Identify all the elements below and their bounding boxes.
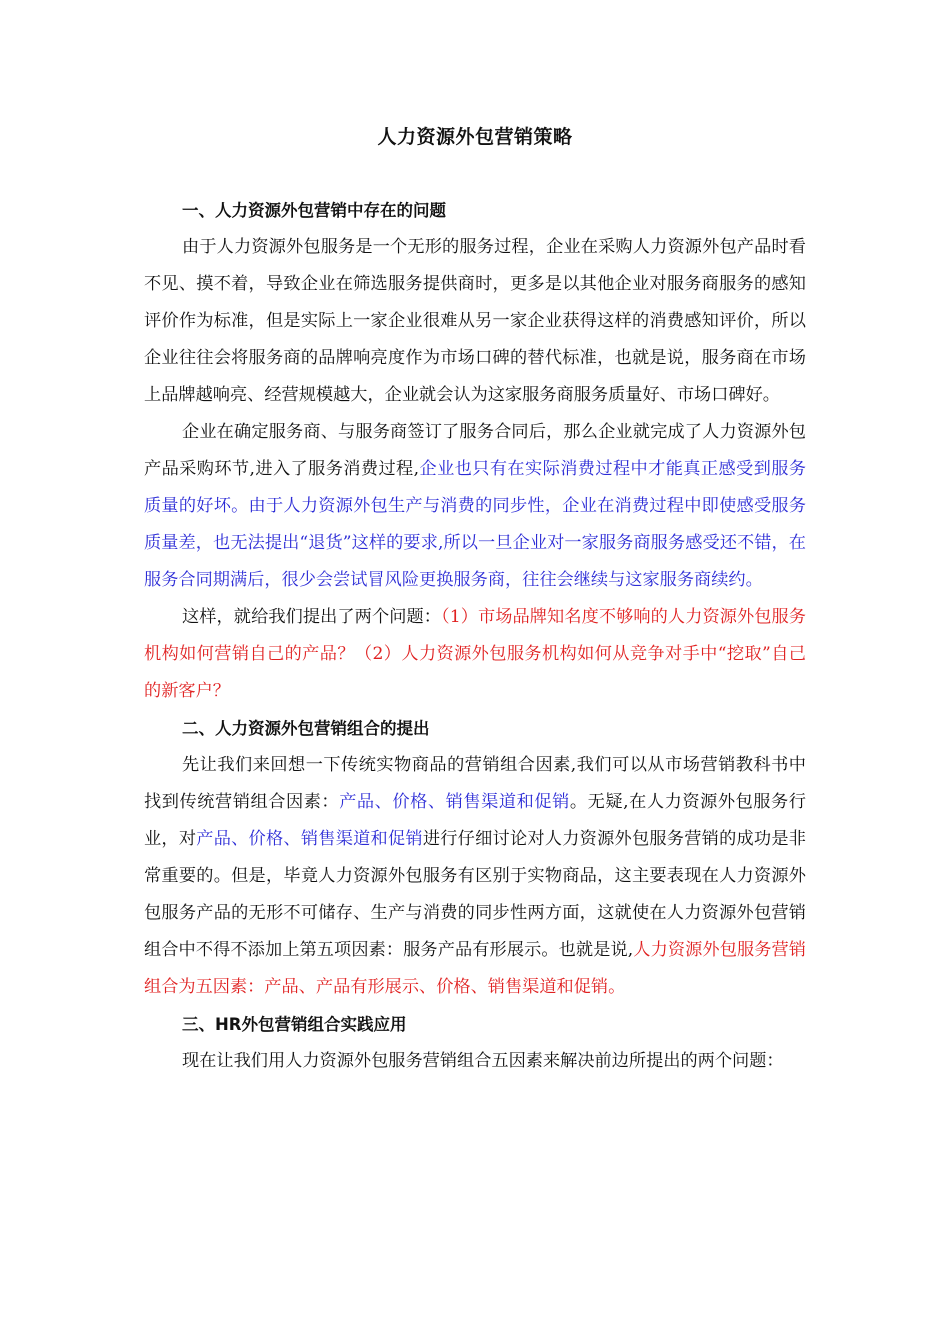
- section-heading: 二、人力资源外包营销组合的提出: [182, 719, 430, 738]
- highlighted-text-run: 人力资源外包服务营销组合为五因素：产品、产品有形展示、价格、销售渠道和促销。: [144, 940, 806, 997]
- text-run: 这样，就给我们提出了两个问题：: [182, 607, 442, 627]
- paragraph: [144, 414, 806, 599]
- text-run: 由于人力资源外包服务是一个无形的服务过程，企业在采购人力资源外包产品时看不见、摸不着，导致企业在筛选服务提供商时，更多是以其他企业对服务商服务的感知评价作为标准，但是实际上一家企业很难从另一家企业获得这样的消费感知评价，所以企业往往会将服务商的品牌响亮度作为市场口碑的替代标准，也就是说，服务商在市场上品牌越响亮、经营规模越大，企业就会认为这家服务商服务质量好、市场口碑好。: [144, 237, 806, 405]
- highlighted-text-run: 产品、价格、销售渠道和促销: [339, 792, 570, 812]
- highlighted-text-run: （1）市场品牌知名度不够响的人力资源外包服务机构如何营销自己的产品？（2）人力资源外包服务机构如何从竞争对手中“挖取”自己的新客户？: [144, 607, 806, 701]
- text-run: 先让我们来回想一下传统实物商品的营销组合因素,我们可以从市场营销教科书中找到传统营销组合因素：: [144, 755, 806, 812]
- text-run: 进行仔细讨论对人力资源外包服务营销的成功是非常重要的。但是，毕竟人力资源外包服务有区别于实物商品，这主要表现在人力资源外包服务产品的无形不可储存、生产与消费的同步性两方面，这就使在人力资源外包营销组合中不得不添加上第五项因素：服务产品有形展示。也就是说,: [144, 829, 806, 960]
- paragraph: [144, 599, 806, 710]
- document-body: [144, 192, 806, 1080]
- highlighted-text-run: 产品、价格、销售渠道和促销: [196, 829, 423, 849]
- text-run: 。无疑,在人力资源外包服务行业，对: [144, 792, 806, 849]
- text-run: 企业在确定服务商、与服务商签订了服务合同后，那么企业就完成了人力资源外包产品采购环节,进入了服务消费过程,: [144, 422, 806, 479]
- text-run: 现在让我们用人力资源外包服务营销组合五因素来解决前边所提出的两个问题：: [182, 1051, 784, 1071]
- highlighted-text-run: 企业也只有在实际消费过程中才能真正感受到服务质量的好坏。由于人力资源外包生产与消费的同步性，企业在消费过程中即使感受服务质量差，也无法提出“退货”这样的要求,所以一旦企业对一家服务商服务感受还不错，在服务合同期满后，很少会尝试冒风险更换服务商，往往会继续与这家服务商续约。: [144, 459, 806, 590]
- paragraph: [144, 747, 806, 1006]
- section-heading: 一、人力资源外包营销中存在的问题: [182, 201, 446, 220]
- section-heading: 三、HR外包营销组合实践应用: [182, 1015, 407, 1034]
- document-title: 人力资源外包营销策略: [377, 126, 573, 148]
- paragraph: [144, 229, 806, 414]
- paragraph: [144, 1043, 806, 1080]
